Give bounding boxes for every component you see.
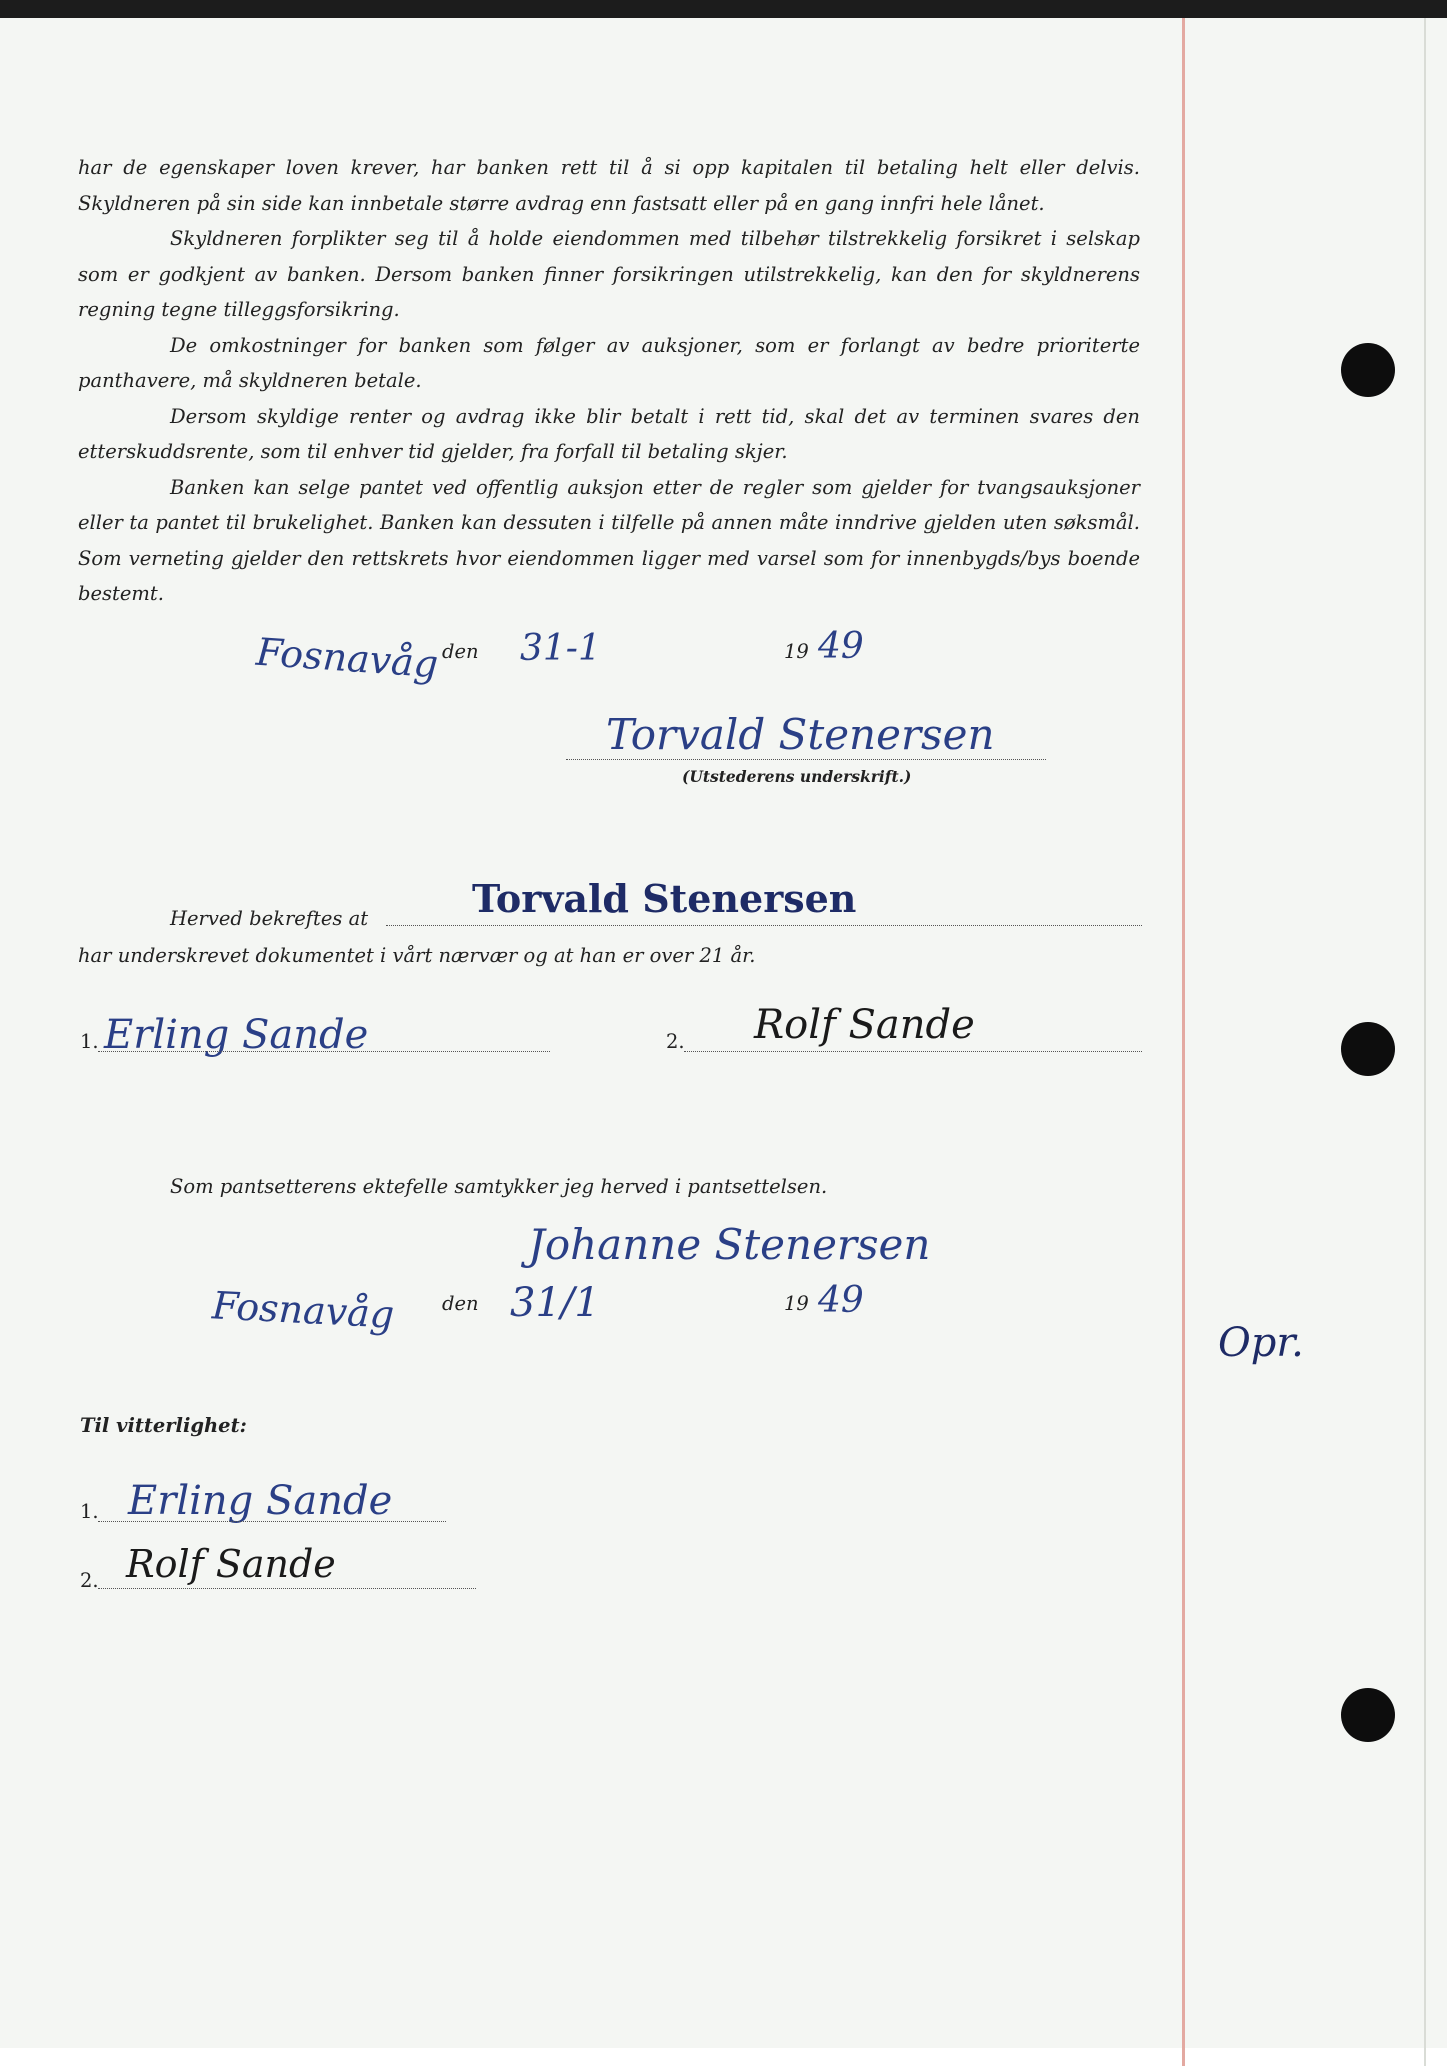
terms-paragraph: har de egenskaper loven krever, har banken rett til å si opp kapitalen til betaling helt eller delvis. Skyldneren på sin side kan innbetale større avdrag enn fastsatt eller på en gang innfri hele lånet. [78,156,1140,215]
consent-signature: Johanne Stenersen [528,1220,931,1269]
confirmation-label: Herved bekreftes at [170,907,369,930]
consent-place: Fosnavåg [210,1283,396,1337]
issuer-signature-caption: (Utstederens underskrift.) [682,767,912,786]
terms-paragraph: Banken kan selge pantet ved offentlig auksjon etter de regler som gjelder for tvangsauksjoner eller ta pantet til brukelighet. Banken kan dessuten i tilfelle på annen måte inndrive gjelden uten søksmål. Som verneting gjelder den rettskrets hvor eiendommen ligger med varsel som for innenbygds/bys boende bestemt. [78,475,1140,605]
issue-place: Fosnavåg [254,629,440,687]
consent-year-hand: 49 [818,1280,864,1321]
attest-witness2-signature: Rolf Sande [126,1542,336,1586]
margin-note: Opr. [1218,1320,1304,1366]
terms-paragraph: De omkostninger for banken som følger av auksjoner, som er forlangt av bedre prioriterte panthavere, må skyldneren betale. [78,333,1140,392]
consent-date: 31/1 [510,1280,600,1326]
confirmation-witness1-line [98,1051,550,1052]
confirmation-witness1-signature: Erling Sande [104,1012,369,1058]
attest-witness1-number: 1. [80,1500,99,1523]
consent-statement: Som pantsetterens ektefelle samtykker jeg herved i pantsettelsen. [170,1175,828,1198]
confirmation-witness1-number: 1. [80,1030,99,1053]
punch-hole-bottom [1341,1688,1395,1742]
confirmation-witness2-number: 2. [666,1030,685,1053]
attest-witness2-line [98,1588,476,1589]
attest-witness1-signature: Erling Sande [128,1478,393,1524]
confirmation-statement: har underskrevet dokumentet i vårt nærvær og at han er over 21 år. [78,944,756,967]
attest-witness1-line [98,1521,446,1522]
issue-date: 31-1 [520,628,601,669]
issue-year-printed: 19 [784,640,809,663]
confirmation-name-line [386,925,1142,926]
confirmation-name: Torvald Stenersen [472,876,857,921]
red-margin-line [1182,18,1185,2066]
terms-paragraph: Dersom skyldige renter og avdrag ikke blir betalt i rett tid, skal det av terminen svares den etterskuddsrente, som til enhver tid gjelder, fra forfall til betaling skjer. [78,404,1140,463]
attest-label: Til vitterlighet: [80,1414,247,1437]
issue-den-label: den [442,640,479,663]
consent-year-printed: 19 [784,1292,809,1315]
issue-year-hand: 49 [818,626,864,667]
confirmation-witness2-line [684,1051,1142,1052]
page-edge-line [1424,18,1426,2066]
confirmation-witness2-signature: Rolf Sande [754,1002,975,1048]
terms-text [78,150,1140,612]
terms-paragraph: Skyldneren forplikter seg til å holde eiendommen med tilbehør tilstrekkelig forsikret i selskap som er godkjent av banken. Dersom banken finner forsikringen utilstrekkelig, kan den for skyldnerens regning tegne tilleggsforsikring. [78,227,1140,321]
attest-witness2-number: 2. [80,1569,99,1592]
issuer-signature-line [566,759,1046,760]
issuer-signature: Torvald Stenersen [606,710,995,759]
consent-den-label: den [442,1292,479,1315]
punch-hole-top [1341,343,1395,397]
punch-hole-middle [1341,1022,1395,1076]
